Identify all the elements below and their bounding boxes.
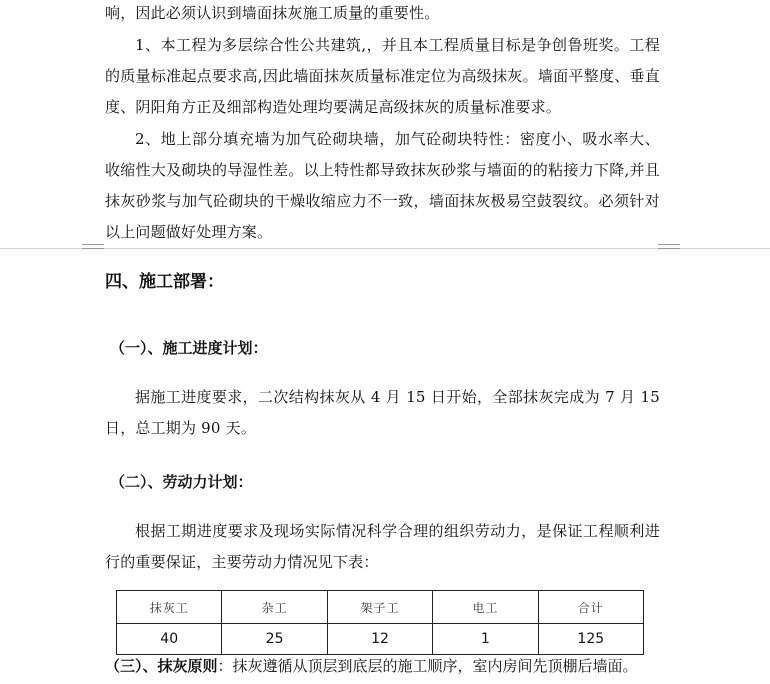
subheading-labor: （二）、劳动力计划： bbox=[110, 473, 253, 491]
paragraph-point-1: 1、本工程为多层综合性公共建筑,，并且本工程质量目标是争创鲁班奖。工程的质量标准起点要求高,因此墙面抹灰质量标准定位为高级抹灰。墙面平整度、垂直度、阴阳角方正及细部构造处理均要满足高级抹灰的质量标准要求。 bbox=[105, 36, 660, 116]
paragraph-intro-end: 响，因此必须认识到墙面抹灰施工质量的重要性。 bbox=[105, 4, 440, 22]
table-cell: 40 bbox=[117, 624, 222, 655]
paragraph-labor: 根据工期进度要求及现场实际情况科学合理的组织劳动力，是保证工程顺利进行的重要保证，主要劳动力情况见下表： bbox=[105, 522, 660, 571]
subheading-schedule: （一）、施工进度计划： bbox=[110, 339, 268, 357]
margin-corner-mark-left bbox=[82, 244, 104, 249]
margin-corner-mark-right bbox=[658, 244, 680, 249]
table-row bbox=[117, 624, 644, 655]
table-cell: 125 bbox=[538, 624, 643, 655]
subheading-principle: （三）、抹灰原则 bbox=[105, 657, 218, 675]
paragraph-schedule: 据施工进度要求，二次结构抹灰从 4 月 15 日开始，全部抹灰完成为 7 月 15 日，总工期为 90 天。 bbox=[105, 388, 660, 437]
table-header-cell: 架子工 bbox=[327, 591, 432, 624]
table-cell: 12 bbox=[327, 624, 432, 655]
table-header-cell: 杂工 bbox=[222, 591, 327, 624]
table-header-row bbox=[117, 591, 644, 624]
principle-text: ：抹灰遵循从顶层到底层的施工顺序，室内房间先顶棚后墙面。 bbox=[217, 657, 638, 675]
table-header-cell: 合计 bbox=[538, 591, 643, 624]
table-cell: 25 bbox=[222, 624, 327, 655]
page-break bbox=[0, 248, 770, 255]
section-heading: 四、施工部署： bbox=[105, 272, 224, 292]
paragraph-principle bbox=[105, 652, 675, 680]
table-cell: 1 bbox=[433, 624, 538, 655]
paragraph-point-2: 2、地上部分填充墙为加气砼砌块墙，加气砼砌块特性：密度小、吸水率大、收缩性大及砌块的导湿性差。以上特性都导致抹灰砂浆与墙面的的粘接力下降,并且抹灰砂浆与加气砼砌块的干燥收缩应力不一致，墙面抹灰极易空鼓裂纹。必须针对以上问题做好处理方案。 bbox=[105, 130, 660, 241]
table-header-cell: 抹灰工 bbox=[117, 591, 222, 624]
table-header-cell: 电工 bbox=[433, 591, 538, 624]
labor-table bbox=[116, 590, 644, 655]
